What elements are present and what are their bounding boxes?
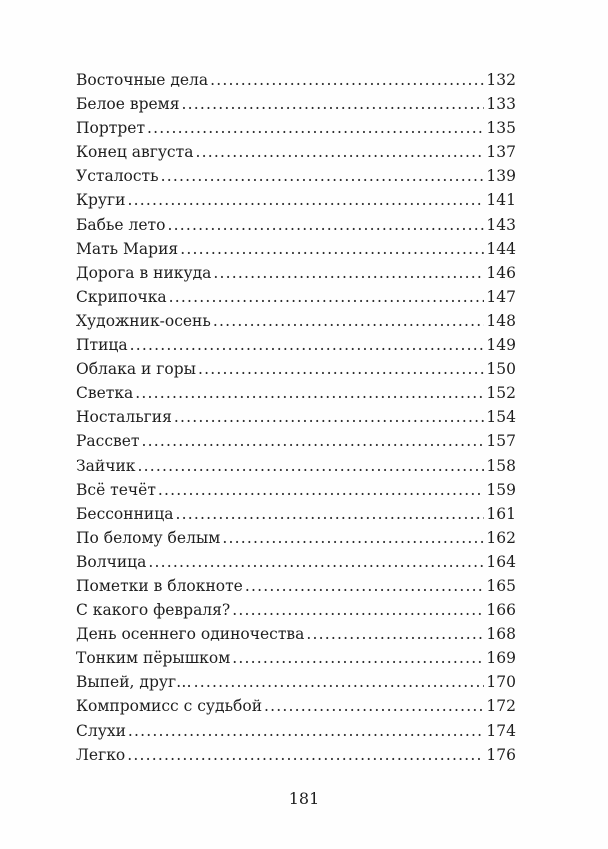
toc-entry-page: 150 <box>486 360 516 379</box>
toc-entry-title: Светка <box>76 384 134 403</box>
toc-entry <box>76 719 516 743</box>
toc-entry <box>76 694 516 718</box>
toc-entry-title: Скрипочка <box>76 287 167 306</box>
dot-leader <box>161 164 485 188</box>
toc-entry <box>76 743 516 767</box>
toc-entry <box>76 261 516 285</box>
toc-entry <box>76 550 516 574</box>
toc-entry <box>76 68 516 92</box>
toc-entry-title: Слухи <box>76 721 126 740</box>
dot-leader <box>128 719 485 743</box>
toc-entry-title: Рассвет <box>76 432 140 451</box>
toc-entry-page: 158 <box>486 456 516 475</box>
dot-leader <box>232 646 484 670</box>
toc-entry-page: 141 <box>486 191 516 210</box>
dot-leader <box>232 598 484 622</box>
toc-entry <box>76 646 516 670</box>
dot-leader <box>147 116 484 140</box>
dot-leader <box>213 261 484 285</box>
toc-entry-page: 169 <box>486 649 516 668</box>
dot-leader <box>167 213 484 237</box>
toc-entry-page: 164 <box>486 552 516 571</box>
toc-entry-page: 143 <box>486 215 516 234</box>
toc-entry-page: 157 <box>486 432 516 451</box>
toc-entry-page: 133 <box>486 95 516 114</box>
dot-leader <box>128 188 485 212</box>
toc-entry-title: Компромисс с судьбой <box>76 697 263 716</box>
toc-entry <box>76 454 516 478</box>
toc-entry-page: 159 <box>486 480 516 499</box>
dot-leader <box>130 333 485 357</box>
dot-leader <box>306 622 484 646</box>
toc-entry <box>76 405 516 429</box>
toc-entry-title: Тонким пёрышком <box>76 649 231 668</box>
toc-entry-page: 168 <box>486 625 516 644</box>
toc-entry <box>76 670 516 694</box>
toc-entry-page: 137 <box>486 143 516 162</box>
toc-entry <box>76 237 516 261</box>
toc-entry-title: Бабье лето <box>76 215 166 234</box>
toc-entry-title: День осеннего одиночества <box>76 625 305 644</box>
dot-leader <box>158 478 484 502</box>
toc-entry-title: Белое время <box>76 95 180 114</box>
toc-entry <box>76 140 516 164</box>
toc-entry-page: 139 <box>486 167 516 186</box>
dot-leader <box>175 502 484 526</box>
toc-entry-title: Портрет <box>76 119 146 138</box>
toc-entry-title: Бессонница <box>76 504 174 523</box>
toc-entry-title: Восточные дела <box>76 71 209 89</box>
toc-entry-title: Пометки в блокноте <box>76 576 243 595</box>
toc-entry-title: Легко <box>76 745 126 764</box>
dot-leader <box>182 92 485 116</box>
toc-entry <box>76 381 516 405</box>
toc-entry-page: 144 <box>486 239 516 258</box>
dot-leader <box>195 140 484 164</box>
toc-entry <box>76 478 516 502</box>
table-of-contents <box>76 68 516 767</box>
dot-leader <box>142 429 485 453</box>
dot-leader <box>264 694 484 718</box>
toc-entry <box>76 164 516 188</box>
toc-entry <box>76 285 516 309</box>
toc-entry-title: Круги <box>76 191 126 210</box>
toc-entry-page: 170 <box>486 673 516 692</box>
toc-entry <box>76 574 516 598</box>
toc-entry <box>76 526 516 550</box>
toc-entry <box>76 92 516 116</box>
page-number: 181 <box>288 789 320 808</box>
toc-entry <box>76 333 516 357</box>
toc-entry-title: Усталость <box>76 167 159 186</box>
toc-entry-page: 165 <box>486 576 516 595</box>
dot-leader <box>213 309 485 333</box>
toc-entry <box>76 213 516 237</box>
dot-leader <box>127 743 484 767</box>
toc-entry-title: Ностальгия <box>76 408 172 427</box>
toc-entry-page: 174 <box>486 721 516 740</box>
toc-entry <box>76 598 516 622</box>
toc-entry-page: 154 <box>486 408 516 427</box>
toc-entry-page: 172 <box>486 697 516 716</box>
toc-entry-title: По белому белым <box>76 528 221 547</box>
toc-entry-title: Облака и горы <box>76 360 196 379</box>
toc-entry <box>76 622 516 646</box>
toc-entry-title: Выпей, друг… <box>76 673 192 692</box>
dot-leader <box>174 405 485 429</box>
toc-entry-title: Мать Мария <box>76 239 179 258</box>
toc-entry-page: 166 <box>486 601 516 620</box>
toc-entry-title: Всё течёт <box>76 480 156 499</box>
dot-leader <box>138 454 485 478</box>
dot-leader <box>194 670 485 694</box>
toc-entry-title: Птица <box>76 336 128 355</box>
toc-entry-page: 161 <box>486 504 516 523</box>
toc-entry-page: 135 <box>486 119 516 138</box>
dot-leader <box>198 357 484 381</box>
dot-leader <box>169 285 485 309</box>
toc-entry <box>76 188 516 212</box>
dot-leader <box>180 237 484 261</box>
toc-entry-page: 148 <box>486 311 516 330</box>
toc-entry-page: 149 <box>486 336 516 355</box>
toc-entry-page: 147 <box>486 287 516 306</box>
toc-entry <box>76 357 516 381</box>
toc-entry-title: Зайчик <box>76 456 136 475</box>
toc-entry-page: 152 <box>486 384 516 403</box>
toc-entry-page: 132 <box>486 71 516 89</box>
dot-leader <box>222 526 484 550</box>
toc-entry-title: Дорога в никуда <box>76 263 212 282</box>
toc-entry-title: Волчица <box>76 552 147 571</box>
dot-leader <box>148 550 484 574</box>
toc-entry-title: Конец августа <box>76 143 194 162</box>
dot-leader <box>135 381 484 405</box>
toc-entry <box>76 309 516 333</box>
toc-entry-page: 176 <box>486 745 516 764</box>
toc-entry <box>76 502 516 526</box>
dot-leader <box>210 68 484 92</box>
toc-entry <box>76 429 516 453</box>
toc-entry-page: 146 <box>486 263 516 282</box>
toc-entry-title: С какого февраля? <box>76 601 231 620</box>
toc-entry-title: Художник-осень <box>76 311 211 330</box>
toc-entry <box>76 116 516 140</box>
toc-entry-page: 162 <box>486 528 516 547</box>
dot-leader <box>245 574 485 598</box>
